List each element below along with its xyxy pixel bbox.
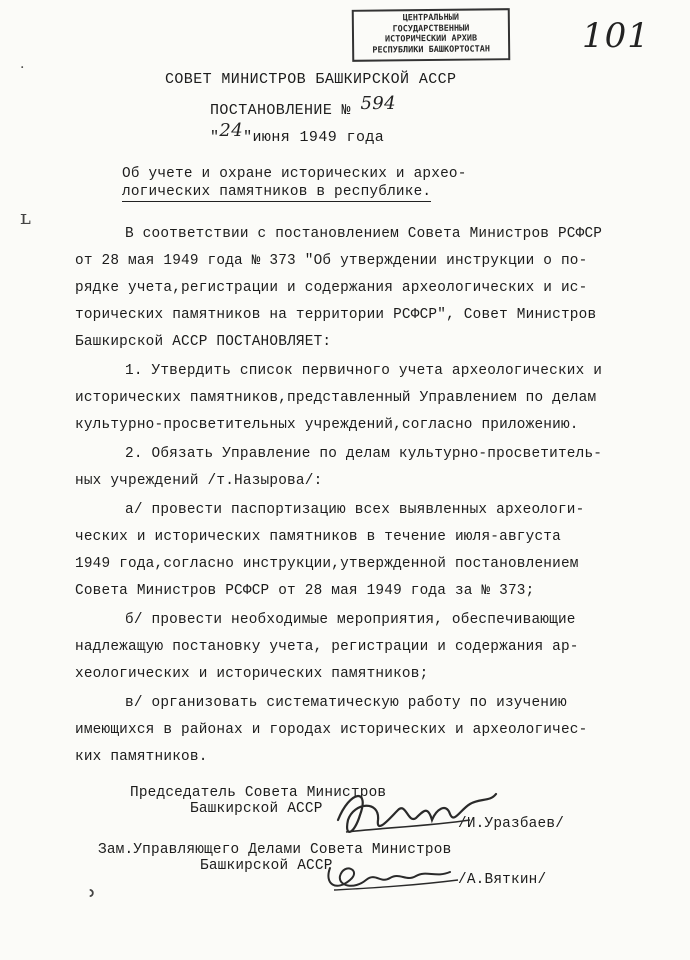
body-line: Башкирской АССР ПОСТАНОВЛЯЕТ: bbox=[75, 334, 332, 350]
subject-line-text: логических памятников в республике. bbox=[122, 184, 432, 200]
body-line: 1949 года,согласно инструкции,утвержденной постановлением bbox=[75, 556, 579, 572]
body-line: ных учреждений /т.Назырова/: bbox=[75, 473, 323, 489]
issuer-title: СОВЕТ МИНИСТРОВ БАШКИРСКОЙ АССР bbox=[165, 71, 457, 88]
deputy-title: Зам.Управляющего Делами Совета Министров bbox=[98, 842, 452, 858]
decree-date bbox=[210, 120, 385, 146]
body-line: торических памятников на территории РСФСР", Совет Министров bbox=[75, 307, 597, 323]
body-line: а/ провести паспортизацию всех выявленных археологи- bbox=[125, 502, 585, 518]
date-open-quote: " bbox=[210, 129, 220, 146]
decree-number: 594 bbox=[360, 93, 396, 114]
body-line: Совета Министров РСФСР от 28 мая 1949 года за № 373; bbox=[75, 583, 535, 599]
body-line: б/ провести необходимые мероприятия, обеспечивающие bbox=[125, 612, 576, 628]
body-line: культурно-просветительных учреждений,согласно приложению. bbox=[75, 417, 579, 433]
deputy-title: Башкирской АССР bbox=[200, 858, 333, 874]
chairman-name: /И.Уразбаев/ bbox=[458, 816, 565, 832]
archive-stamp bbox=[352, 8, 511, 62]
deputy-name: /А.Вяткин/ bbox=[458, 872, 547, 888]
body-line: надлежащую постановку учета, регистрации и содержания ар- bbox=[75, 639, 579, 655]
decree-label: ПОСТАНОВЛЕНИЕ № bbox=[210, 102, 352, 119]
decree-title bbox=[210, 93, 396, 119]
deputy-signature bbox=[310, 850, 470, 900]
archive-page-number: 101 bbox=[582, 16, 650, 56]
margin-mark: ʟ bbox=[20, 205, 31, 229]
date-rest: "июня 1949 года bbox=[243, 129, 385, 146]
body-line: ческих и исторических памятников в течение июля-августа bbox=[75, 529, 561, 545]
body-line: от 28 мая 1949 года № 373 "Об утверждении инструкции о по- bbox=[75, 253, 588, 269]
chairman-title: Председатель Совета Министров bbox=[130, 785, 387, 801]
stamp-line: ЦЕНТРАЛЬНЫЙ bbox=[402, 12, 460, 24]
chairman-title: Башкирской АССР bbox=[190, 801, 323, 817]
stamp-line: ИСТОРИЧЕСКИЙ АРХИВ bbox=[384, 33, 478, 45]
margin-mark: · bbox=[20, 60, 25, 76]
body-line: 1. Утвердить список первичного учета археологических и bbox=[125, 363, 603, 379]
date-day: 24 bbox=[219, 120, 244, 141]
body-line: исторических памятников,представленный Управлением по делам bbox=[75, 390, 597, 406]
chairman-signature bbox=[320, 780, 510, 850]
subject-line bbox=[122, 184, 431, 200]
body-line: имеющихся в районах и городах исторических и археологичес- bbox=[75, 722, 588, 738]
subject-line: Об учете и охране исторических и архео- bbox=[122, 166, 467, 182]
body-line: В соответствии с постановлением Совета Министров РСФСР bbox=[125, 226, 603, 242]
body-line: в/ организовать систематическую работу по изучению bbox=[125, 695, 567, 711]
body-line: 2. Обязать Управление по делам культурно-просветитель- bbox=[125, 446, 603, 462]
body-line: рядке учета,регистрации и содержания археологических и ис- bbox=[75, 280, 588, 296]
margin-mark: ʾ bbox=[88, 885, 98, 920]
stamp-line: ГОСУДАРСТВЕННЫЙ bbox=[392, 23, 470, 34]
stamp-line: РЕСПУБЛИКИ БАШКОРТОСТАН bbox=[372, 43, 491, 56]
body-line: ких памятников. bbox=[75, 749, 208, 765]
body-line: хеологических и исторических памятников; bbox=[75, 666, 429, 682]
